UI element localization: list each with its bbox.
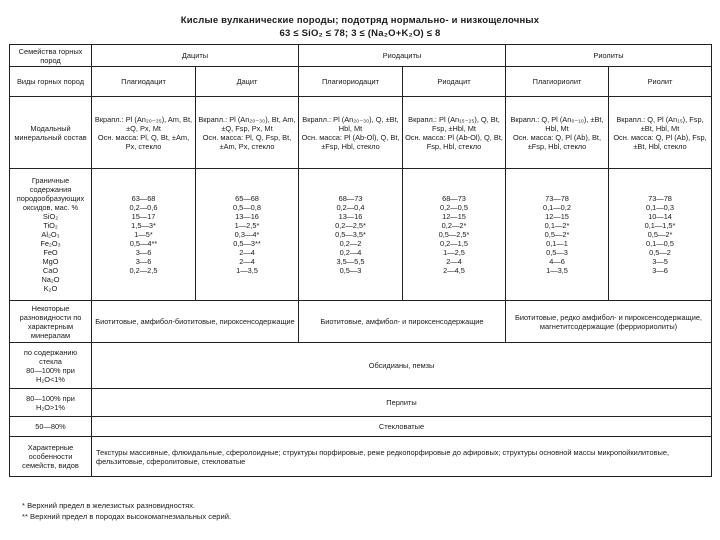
footnote-1: * Верхний предел в железистых разновидностях. bbox=[22, 501, 196, 510]
features-label: Характерные особенности семейств, видов bbox=[10, 437, 92, 477]
varieties-label: Некоторые разновидности по характерным минералам bbox=[10, 301, 92, 343]
glass-row-2 bbox=[10, 389, 712, 417]
modal-cell: Вкрапл.: Pl (An₂₀₋₃₀), Q, ±Bt, Hbl, Mt Осн. масса: Pl (Ab-Ol), Q, Bt, ±Fsp, Hbl, стекло bbox=[299, 97, 403, 169]
modal-cell: Вкрапл.: Pl (An₁₅₋₂₅), Q, Bt, Fsp, ±Hbl, Mt Осн. масса: Pl (Ab-Ol), Q, Bt, Fsp, Hbl, стекло bbox=[403, 97, 506, 169]
title-line-2: 63 ≤ SiO₂ ≤ 78; 3 ≤ (Na₂O+K₂O) ≤ 8 bbox=[279, 28, 441, 39]
family-dacites: Дациты bbox=[92, 45, 299, 67]
oxides-row bbox=[10, 169, 712, 301]
glass-heading: по содержанию стекла bbox=[23, 347, 78, 366]
glass-row-3 bbox=[10, 417, 712, 437]
modal-cell: Вкрапл.: Pl (An₂₀₋₃₀), Bt, Am, ±Q, Fsp, Px, Mt Осн. масса: Pl, Q, Fsp, Bt, ±Am, Px, стекло bbox=[196, 97, 299, 169]
kind-cell: Плагиодацит bbox=[92, 67, 196, 97]
families-row bbox=[10, 45, 712, 67]
modal-label: Модальный минеральный состав bbox=[10, 97, 92, 169]
table-title bbox=[0, 14, 720, 40]
variety-rhyolites: Биотитовые, редко амфибол- и пироксенсодержащие, магнетитсодержащие (ферриориолиты) bbox=[506, 301, 712, 343]
classification-table bbox=[9, 44, 712, 477]
footnotes bbox=[22, 500, 712, 522]
modal-cell: Вкрапл.: Q, Pl (An₀₋₁₀), ±Bt, Hbl, Mt Осн. масса: Q, Pl (Ab), Bt, ±Fsp, Hbl, стекло bbox=[506, 97, 609, 169]
modal-cell: Вкрапл.: Q, Pl (An₁₅), Fsp, ±Bt, Hbl, Mt Осн. масса: Q, Pl (Ab), Fsp, ±Bt, Hbl, стекло bbox=[609, 97, 712, 169]
kind-cell: Риолит bbox=[609, 67, 712, 97]
glass-label-1 bbox=[10, 343, 92, 389]
features-text: Текстуры массивные, флюидальные, сферолоидные; структуры порфировые, реже редкопорфировые до афировых; структуры основной массы микропойкилитовые, фельзитовые, сферолитовые, стекловатые bbox=[92, 437, 712, 477]
modal-cell: Вкрапл.: Pl (An₂₀₋₃₅), Am, Bt, ±Q, Px, Mt Осн. масса: Pl, Q, Bt, ±Am, Px, стекло bbox=[92, 97, 196, 169]
modal-row bbox=[10, 97, 712, 169]
oxide-values: 68—73 0,2—0,5 12—15 0,2—2* 0,5—2,5* 0,2—1,5 1—2,5 2—4 2—4,5 bbox=[403, 169, 506, 301]
oxide-values: 68—73 0,2—0,4 13—16 0,2—2,5* 0,5—3,5* 0,2—2 0,2—4 3,5—5,5 0,5—3 bbox=[299, 169, 403, 301]
oxides-heading: Граничные содержания породообразующих оксидов, мас. % bbox=[16, 175, 85, 212]
oxides-label bbox=[10, 169, 92, 301]
glass-value-perlites: Перлиты bbox=[92, 389, 712, 417]
family-rhyodacites: Риодациты bbox=[299, 45, 506, 67]
footnote-2: ** Верхний предел в породах высокомагнезиальных серий. bbox=[22, 512, 232, 521]
family-rhyolites: Риолиты bbox=[506, 45, 712, 67]
oxide-values: 63—68 0,2—0,6 15—17 1,5—3* 1—5* 0,5—4** 3—6 3—6 0,2—2,5 bbox=[92, 169, 196, 301]
variety-dacites: Биотитовые, амфибол-биотитовые, пироксенсодержащие bbox=[92, 301, 299, 343]
glass-value-glassy: Стекловатые bbox=[92, 417, 712, 437]
features-row bbox=[10, 437, 712, 477]
kind-cell: Плагиориодацит bbox=[299, 67, 403, 97]
title-line-1: Кислые вулканические породы; подотряд нормально- и низкощелочных bbox=[180, 15, 540, 26]
glass-label-2: 80—100% при H₂O>1% bbox=[10, 389, 92, 417]
kinds-row bbox=[10, 67, 712, 97]
families-label: Семейства горных пород bbox=[10, 45, 92, 67]
oxide-values: 73—78 0,1—0,3 10—14 0,1—1,5* 0,5—2* 0,1—0,5 0,5—2 3—5 3—6 bbox=[609, 169, 712, 301]
kind-cell: Риодацит bbox=[403, 67, 506, 97]
glass-value-obsidians: Обсидианы, пемзы bbox=[92, 343, 712, 389]
variety-rhyodacites: Биотитовые, амфибол- и пироксенсодержащие bbox=[299, 301, 506, 343]
oxide-values: 65—68 0,5—0,8 13—16 1—2,5* 0,3—4* 0,5—3** 2—4 2—4 1—3,5 bbox=[196, 169, 299, 301]
glass-label-3: 50—80% bbox=[10, 417, 92, 437]
kind-cell: Дацит bbox=[196, 67, 299, 97]
oxide-names: SiO₂ TiO₂ Al₂O₃ Fe₂O₃ FeO MgO CaO Na₂O K₂O bbox=[40, 211, 61, 294]
glass-row-1 bbox=[10, 343, 712, 389]
glass-condition-1: 80—100% при H₂O<1% bbox=[26, 365, 75, 384]
oxide-values: 73—78 0,1—0,2 12—15 0,1—2* 0,5—2* 0,1—1 0,5—3 4—6 1—3,5 bbox=[506, 169, 609, 301]
kinds-label: Виды горных пород bbox=[10, 67, 92, 97]
varieties-row bbox=[10, 301, 712, 343]
kind-cell: Плагиориолит bbox=[506, 67, 609, 97]
